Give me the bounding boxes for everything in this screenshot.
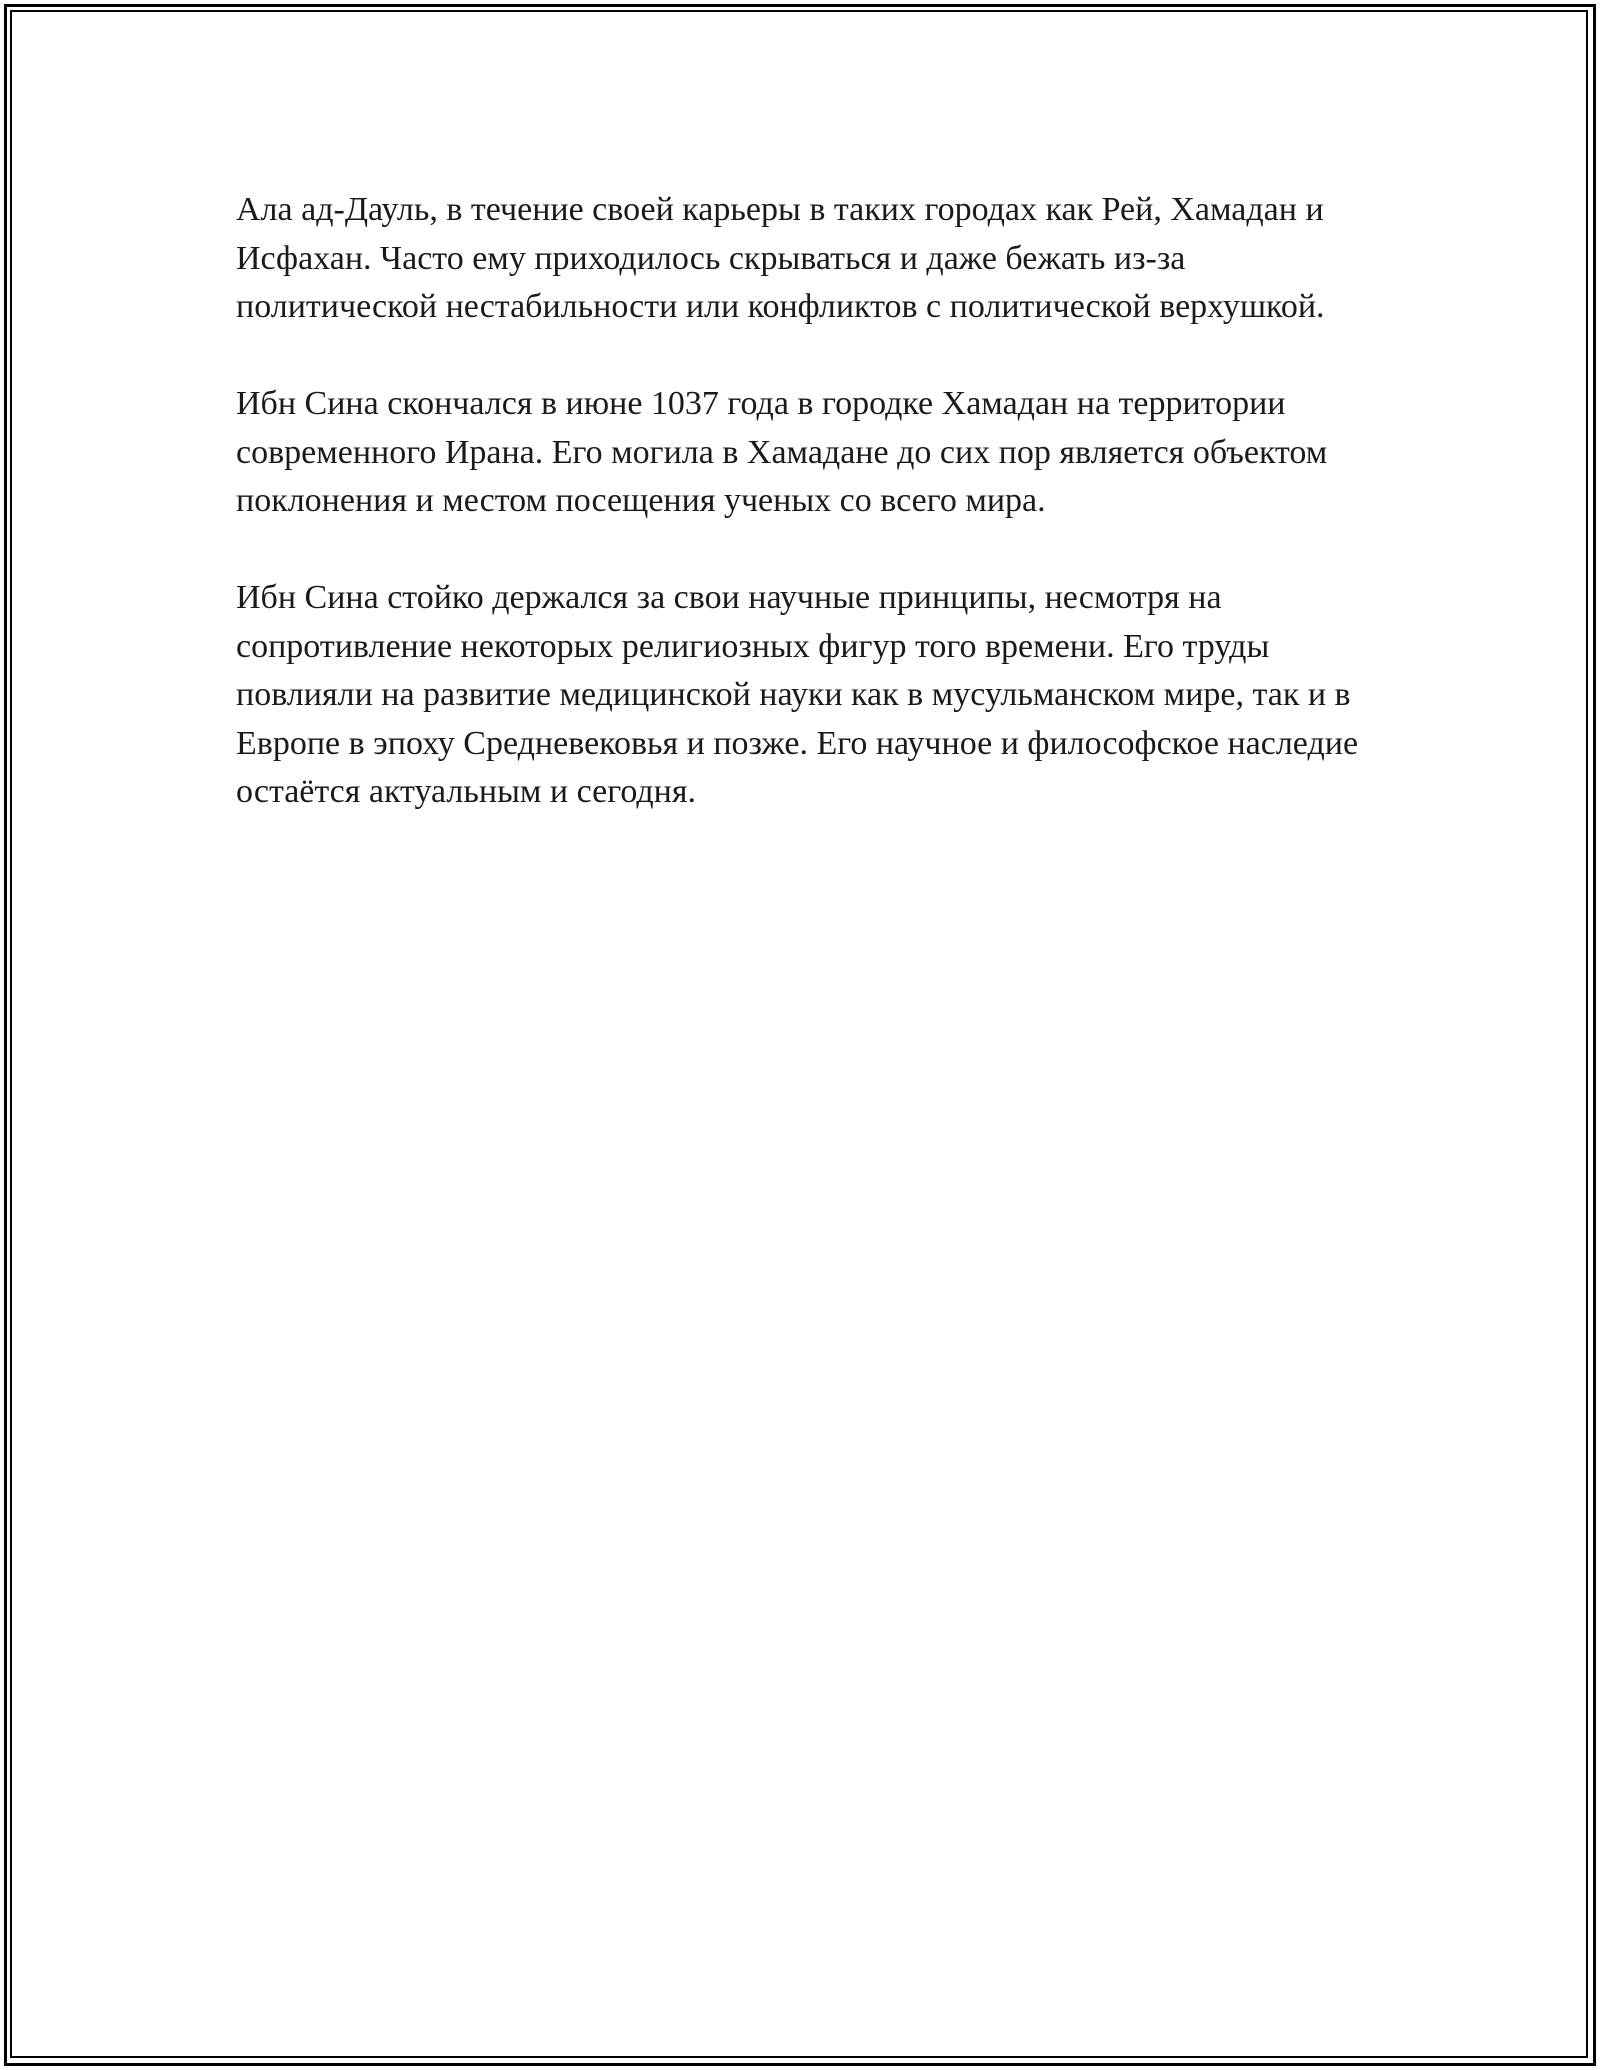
- paragraph-2: Ибн Сина скончался в июне 1037 года в городке Хамадан на территории современного Ирана. Его могила в Хамадане до сих пор является объектом поклонения и местом посещения ученых со всего мира.: [236, 385, 1328, 519]
- paragraph-1: Ала ад-Дауль, в течение своей карьеры в таких городах как Рей, Хамадан и Исфахан. Часто ему приходилось скрываться и даже бежать из-за политической нестабильности или конфликтов с политической верхушкой.: [236, 191, 1325, 325]
- document-body: [236, 186, 1366, 865]
- paragraph-3: Ибн Сина стойко держался за свои научные принципы, несмотря на сопротивление некоторых религиозных фигур того времени. Его труды повлияли на развитие медицинской науки как в мусульманском мире, так и в Европе в эпоху Средневековья и позже. Его научное и философское наследие остаётся актуальным и сегодня.: [236, 579, 1359, 810]
